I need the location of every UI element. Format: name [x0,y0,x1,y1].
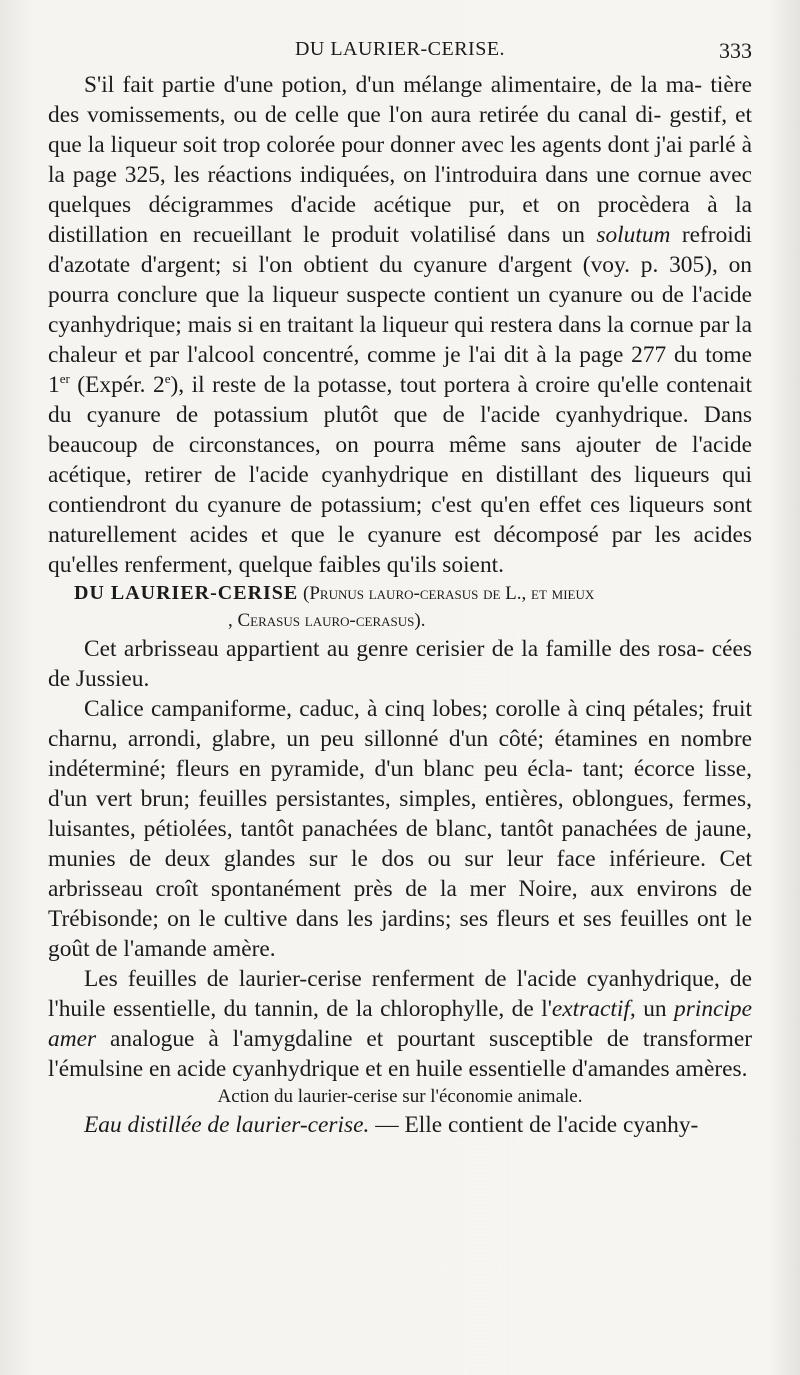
text-line: près de la mer Noire, aux environs de Trébisonde; on le cultive [48,876,753,932]
text-line: S'il fait partie d'une potion, d'un mélange alimentaire, de la ma- [84,72,703,98]
section-latin-name: (Prunus lauro-cerasus de L., et mieux [298,583,595,604]
text-line: dans une cornue avec quelques décigrammes d'acide acétique pur, et [48,162,753,218]
text-line: Les feuilles de laurier-cerise renferment de l'acide cyanhydrique, [84,966,720,992]
text-line: Calice campaniforme, caduc, à cinq lobes; corolle à cinq pétales; [84,696,705,722]
text-line: tant; écorce lisse, d'un vert brun; feuilles persistantes, simples, [48,756,752,812]
text-line: dans les jardins; ses fleurs et ses feuilles ont le goût de l'amande [48,906,752,962]
page-body [48,70,752,1140]
text-line: (voy. p. 305), on pourra conclure que la liqueur suspecte contient un [48,252,752,308]
text-line: restera dans la cornue par la chaleur et par l'alcool concentré, comme [48,312,753,368]
text-fragment: refroidi d'azotate d'argent; si l'on obtient du cyanure d'argent [48,222,752,278]
text-line: d'amandes amères. [571,1056,748,1082]
text-fragment: analogue à l'amygdaline et pourtant susceptible de [96,1026,629,1052]
text-line: on procèdera à la distillation en recueillant le produit volatilisé dans un [48,192,752,248]
italic-term: Eau distillée de laurier-cerise. [84,1112,370,1138]
page-header [48,38,752,68]
running-head: DU LAURIER-CERISE. [294,38,506,60]
text-line: fruit charnu, arrondi, glabre, un peu sillonné d'un côté; étamines [48,696,752,752]
text-line: pourra même sans ajouter de l'acide acétique, retirer de l'acide [48,432,752,488]
text-line: en nombre indéterminé; fleurs en pyramide, d'un blanc peu écla- [48,726,752,782]
paragraph-description [48,694,752,964]
italic-term: solutum [596,222,671,248]
superscript: er [59,371,70,387]
text-line: et que le cyanure est décomposé par les acides qu'elles renferment, [48,522,752,578]
text-line: entières, oblongues, fermes, luisantes, pétiolées, tantôt panachées [48,786,752,842]
italic-term: principe amer [48,996,752,1052]
subheading: Action du laurier-cerise sur l'économie animale. [217,1086,583,1107]
text-line: tout portera à croire qu'elle contenait du cyanure de potassium plutôt [48,372,752,428]
text-line: dont j'ai parlé à la page 325, les réactions indiquées, on l'introduira [48,132,752,188]
text-line: tière des vomissements, ou de celle que l'on aura retirée du canal di- [48,72,752,128]
section-title: DU LAURIER-CERISE [74,582,299,604]
page-number: 333 [719,38,752,63]
text-line: que de l'acide cyanhydrique. Dans beaucoup de circonstances, on [48,402,753,458]
text-fragment: — Elle contient de l'acide cyanhy- [369,1112,699,1138]
text-line: gestif, et que la liqueur soit trop colorée pour donner avec les agents [48,102,752,158]
text-line: amère. [212,936,276,962]
text-fragment: un [643,996,675,1022]
paragraph-composition [48,964,752,1084]
text-fragment: ), il reste de la potasse, [170,372,393,398]
paragraph-genre [48,634,752,694]
text-fragment: je l'ai dit à la page 277 du tome 1 [48,342,752,398]
text-line: Cet arbrisseau appartient au genre cerisier de la famille des rosa- [84,636,705,662]
text-line: de blanc, tantôt panachées de jaune, munies de deux glandes sur le [48,816,752,872]
paragraph-eau-distillee [48,1110,752,1140]
text-line: quelque faibles qu'ils soient. [238,552,504,578]
text-line: transformer l'émulsine en acide cyanhydrique et en huile essentielle [48,1026,752,1082]
text-fragment: (Expér. 2 [69,372,165,398]
superscript: e [164,371,171,387]
text-fragment: de l'huile essentielle, du tannin, de la chlorophylle, de l' [48,966,752,1022]
section-heading [48,580,752,634]
text-line: de potassium; c'est qu'en effet ces liqueurs sont naturellement acides [48,492,752,548]
section-latin-name-cont: , Cerasus lauro-cerasus). [228,610,426,631]
paragraph-potion [48,70,752,580]
text-line: cyanhydrique en distillant des liqueurs qui contiendront du cyanure [48,462,752,518]
text-line: cées de Jussieu. [48,636,752,692]
text-line: dos ou sur leur face inférieure. Cet arbrisseau croît spontanément [48,846,752,902]
italic-term: extractif, [551,996,636,1022]
text-line: cyanure ou de l'acide cyanhydrique; mais si en traitant la liqueur qui [48,282,752,338]
